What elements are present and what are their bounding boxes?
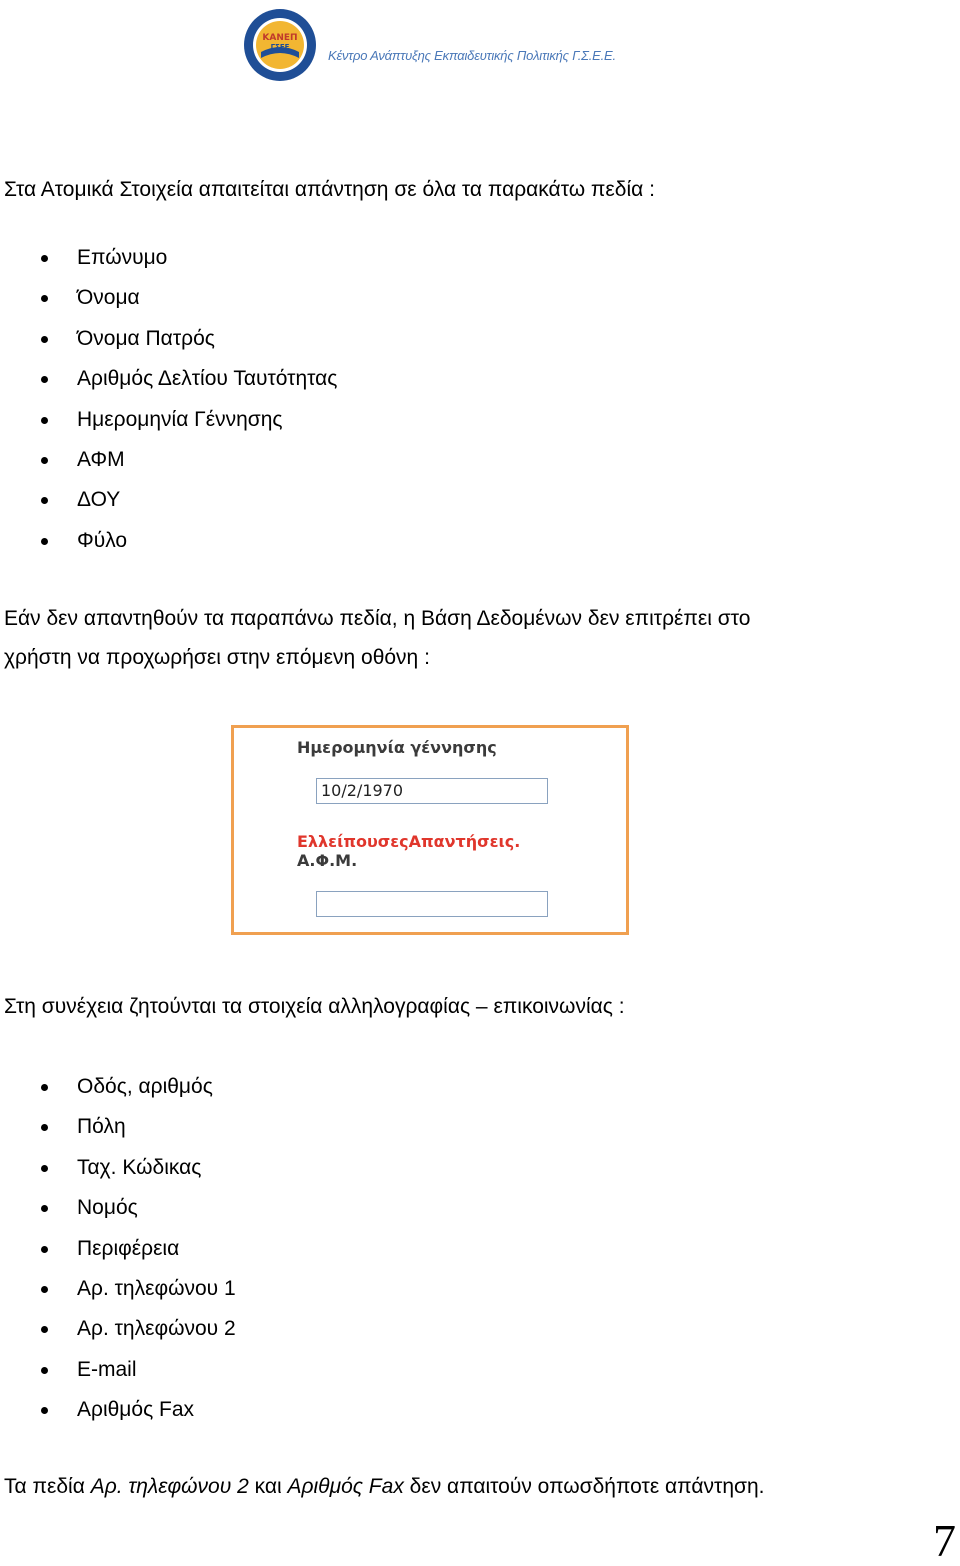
bullet-icon <box>41 1407 48 1414</box>
afm-field[interactable] <box>316 891 548 917</box>
bullet-icon <box>41 1246 48 1253</box>
kanep-gsee-logo <box>243 8 317 82</box>
birthdate-field[interactable]: 10/2/1970 <box>316 778 548 804</box>
warning-line-1: Εάν δεν απαντηθούν τα παραπάνω πεδία, η Βάση Δεδομένων δεν επιτρέπει στο <box>4 607 751 630</box>
organization-name: Κέντρο Ανάπτυξης Εκπαιδευτικής Πολιτικής Γ.Σ.Ε.Ε. <box>328 48 616 63</box>
bullet-icon <box>41 255 48 262</box>
intro-text: Στα Ατομικά Στοιχεία απαιτείται απάντηση σε όλα τα παρακάτω πεδία : <box>4 178 655 201</box>
bullet-icon <box>41 1165 48 1172</box>
form-validation-screenshot <box>231 725 629 935</box>
bullet-icon <box>41 1205 48 1212</box>
bullet-icon <box>41 295 48 302</box>
footer-note: Τα πεδία Αρ. τηλεφώνου 2 και Αριθμός Fax δεν απαιτούν οπωσδήποτε απάντηση. <box>4 1475 765 1498</box>
warning-line-2: χρήστη να προχωρήσει στην επόμενη οθόνη : <box>4 646 430 669</box>
bullet-icon <box>41 336 48 343</box>
error-message: ΕλλείπουσεςΑπαντήσεις. <box>297 832 521 851</box>
bullet-icon <box>41 497 48 504</box>
afm-label: Α.Φ.Μ. <box>297 851 358 870</box>
bullet-icon <box>41 376 48 383</box>
bullet-icon <box>41 1367 48 1374</box>
contact-intro-text: Στη συνέχεια ζητούνται τα στοιχεία αλληλογραφίας – επικοινωνίας : <box>4 995 625 1018</box>
bullet-icon <box>41 1124 48 1131</box>
bullet-icon <box>41 457 48 464</box>
bullet-icon <box>41 1326 48 1333</box>
bullet-icon <box>41 417 48 424</box>
page-number: 7 <box>933 1515 956 1566</box>
bullet-icon <box>41 538 48 545</box>
document-header <box>240 6 640 86</box>
bullet-icon <box>41 1084 48 1091</box>
svg-text:ΚΑΝΕΠ: ΚΑΝΕΠ <box>262 33 298 43</box>
bullet-icon <box>41 1286 48 1293</box>
birthdate-label: Ημερομηνία γέννησης <box>297 738 497 757</box>
svg-text:ΓΣΕΕ: ΓΣΕΕ <box>270 43 290 51</box>
